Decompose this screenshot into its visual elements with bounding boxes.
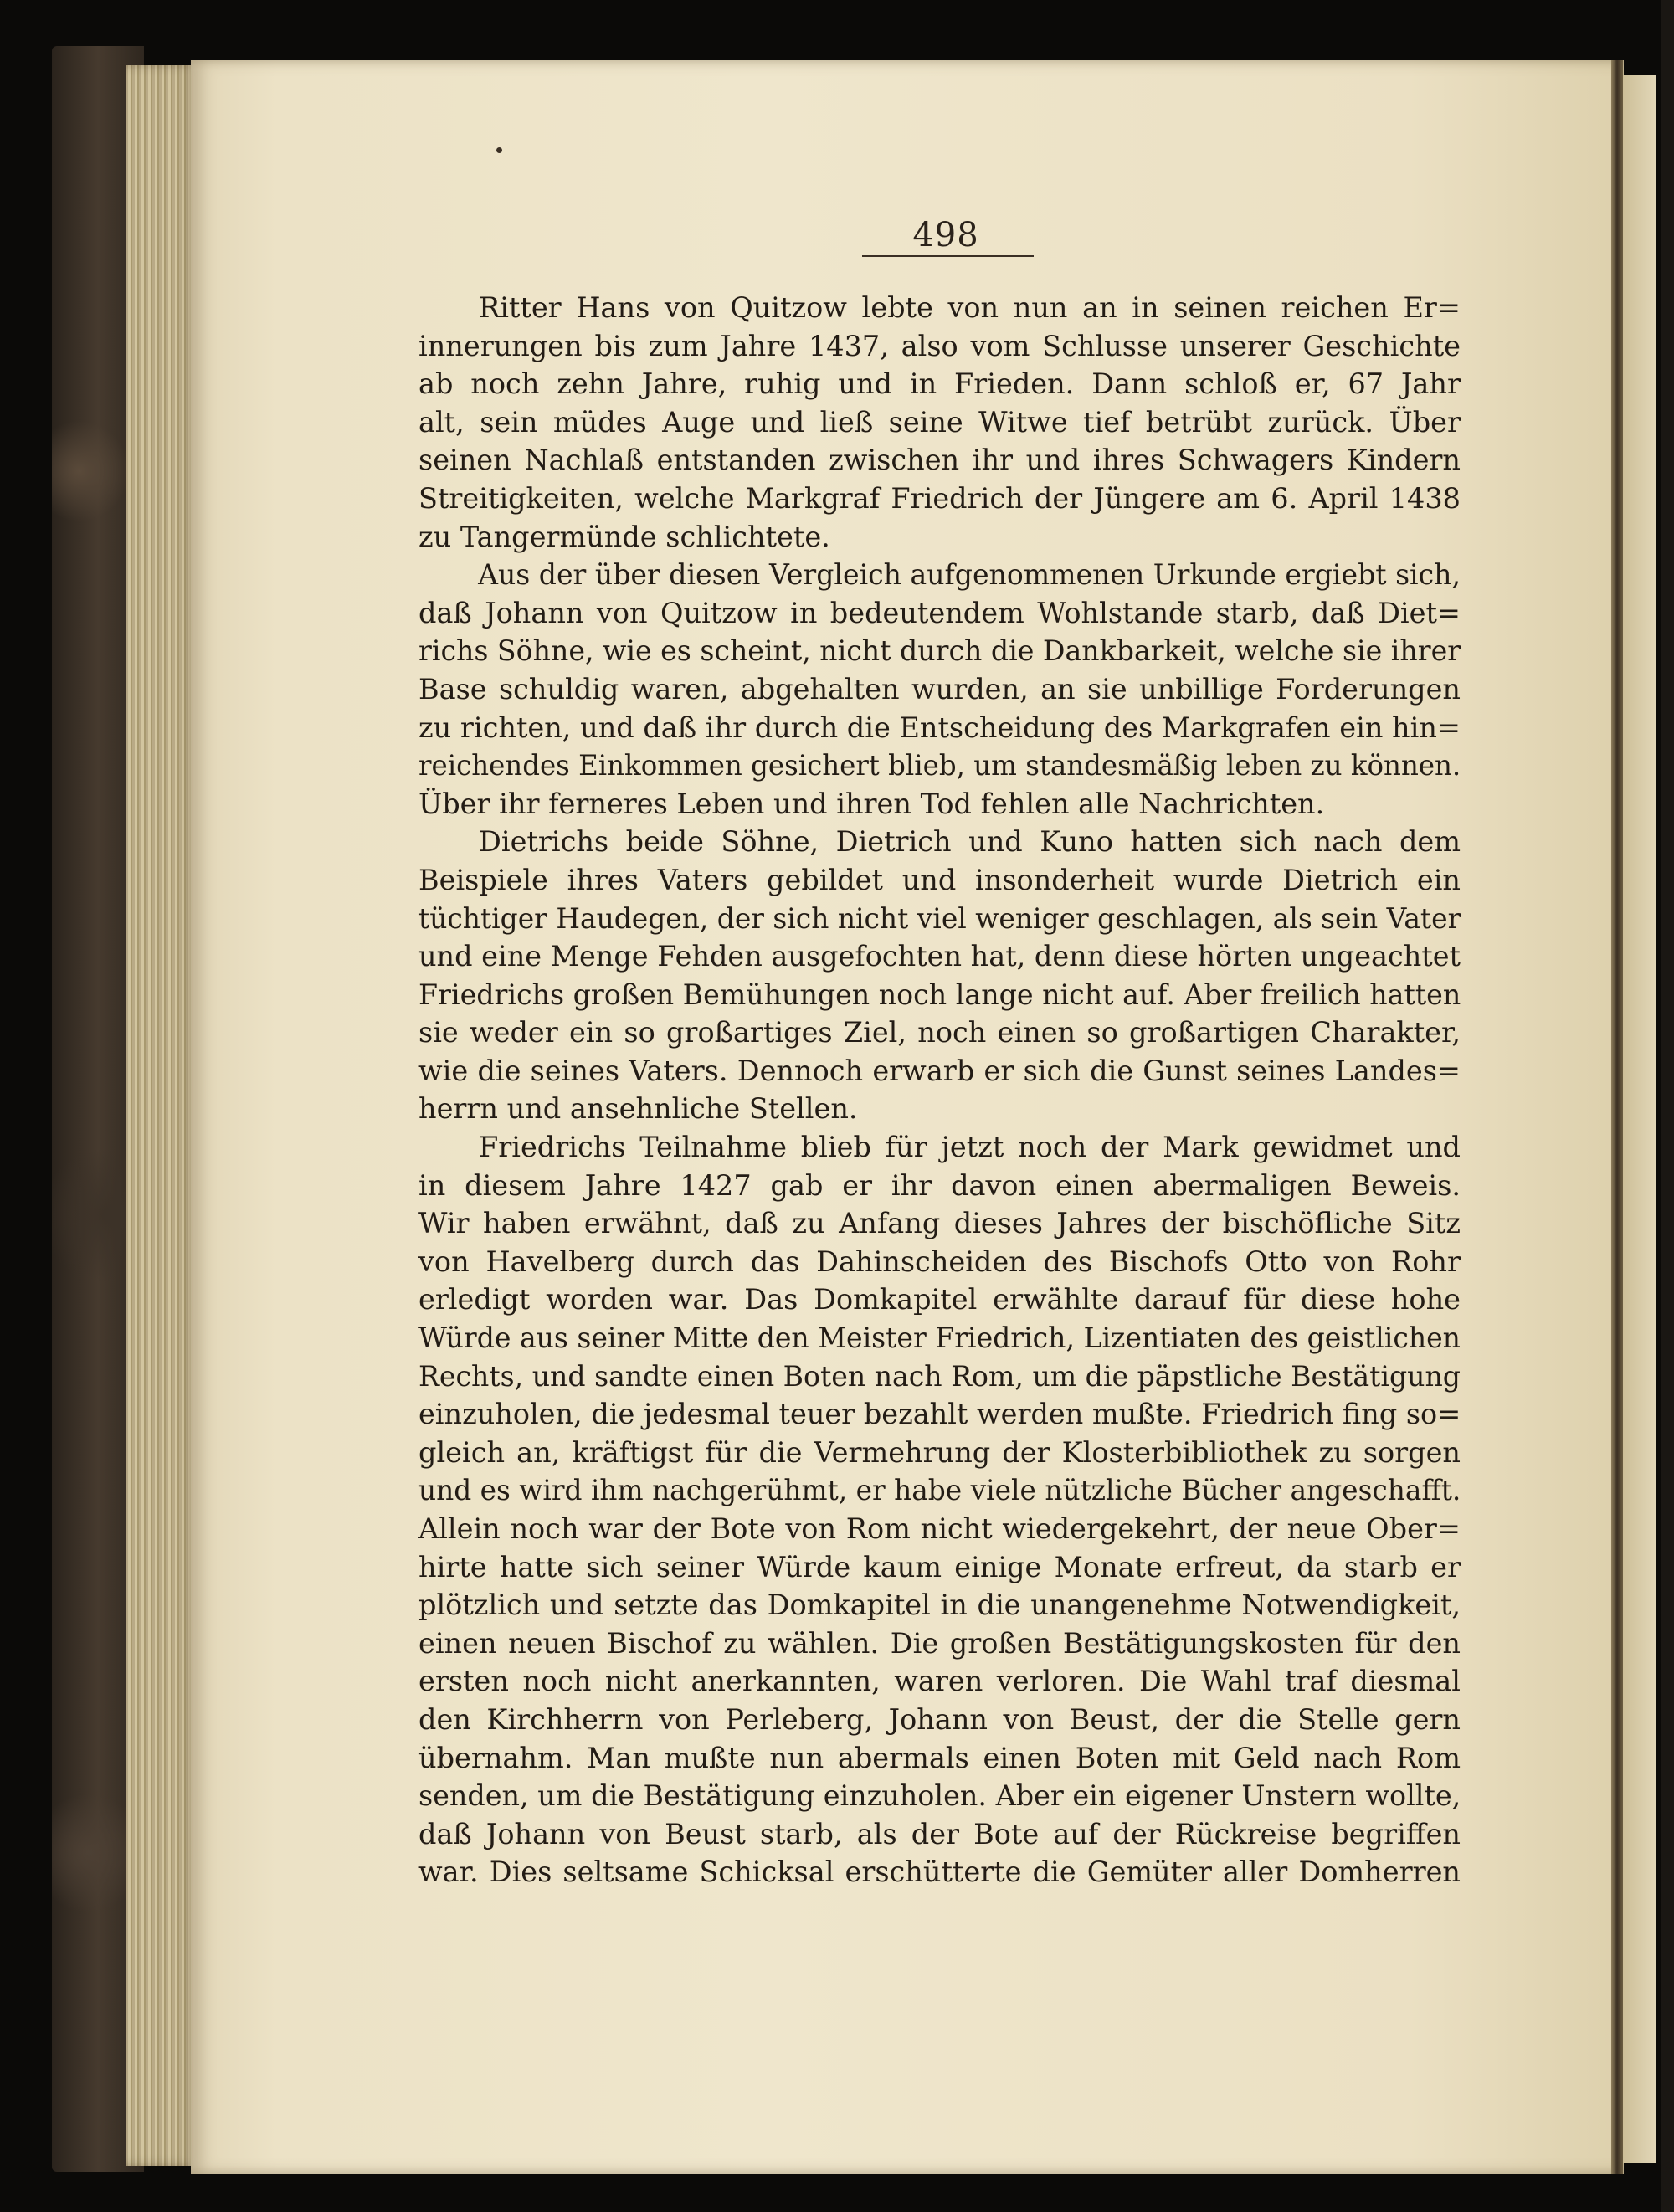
text-line: einen neuen Bischof zu wählen. Die großen Bestätigungskosten für den (418, 1626, 1461, 1660)
text-line: und es wird ihm nachgerühmt, er habe viele nützliche Bücher angeschafft. (418, 1474, 1461, 1507)
text-line: sie weder ein so großartiges Ziel, noch einen so großartigen Charakter, (418, 1016, 1461, 1050)
text-line: plötzlich und setzte das Domkapitel in die unangenehme Notwendigkeit, (418, 1588, 1461, 1622)
text-line: Beispiele ihres Vaters gebildet und insonderheit wurde Dietrich ein (418, 863, 1461, 896)
text-line: Rechts, und sandte einen Boten nach Rom, um die päpstliche Bestätigung (418, 1359, 1461, 1393)
text-line: hirte hatte sich seiner Würde kaum einige Monate erfreut, da starb er (418, 1550, 1461, 1583)
paragraph (418, 823, 1461, 1128)
text-line: zu Tangermünde schlichtete. (418, 520, 830, 553)
header-rule (862, 255, 1034, 257)
text-line: erledigt worden war. Das Domkapitel erwählte darauf für diese hohe (418, 1283, 1461, 1316)
text-line: innerungen bis zum Jahre 1437, also vom Schlusse unserer Geschichte (418, 329, 1461, 362)
text-line: einzuholen, die jedesmal teuer bezahlt werden mußte. Friedrich fing so= (418, 1398, 1461, 1431)
text-line: Wir haben erwähnt, daß zu Anfang dieses Jahres der bischöfliche Sitz (418, 1207, 1461, 1240)
scan-border (1661, 0, 1674, 2212)
facing-page-edge (1623, 75, 1656, 2163)
text-line: Würde aus seiner Mitte den Meister Friedrich, Lizentiaten des geistlichen (418, 1322, 1461, 1355)
text-line: tüchtiger Haudegen, der sich nicht viel weniger geschlagen, als sein Vater (418, 901, 1461, 935)
text-line: richs Söhne, wie es scheint, nicht durch die Dankbarkeit, welche sie ihrer (418, 634, 1461, 668)
text-line: reichendes Einkommen gesichert blieb, um standesmäßig leben zu können. (418, 749, 1461, 783)
text-line: war. Dies seltsame Schicksal erschütterte die Gemüter aller Domherren (418, 1855, 1461, 1889)
book-gutter (1611, 60, 1623, 2174)
text-line: senden, um die Bestätigung einzuholen. Aber ein eigener Unstern wollte, (418, 1779, 1461, 1813)
body-text (418, 289, 1461, 1891)
text-line: Base schuldig waren, abgehalten wurden, an sie unbillige Forderungen (418, 672, 1461, 706)
text-line: seinen Nachlaß entstanden zwischen ihr und ihres Schwagers Kindern (418, 444, 1461, 477)
text-line: übernahm. Man mußte nun abermals einen Boten mit Geld nach Rom (418, 1741, 1461, 1774)
text-line: herrn und ansehnliche Stellen. (418, 1092, 858, 1126)
text-line: zu richten, und daß ihr durch die Entscheidung des Markgrafen ein hin= (418, 711, 1461, 744)
text-line: gleich an, kräftigst für die Vermehrung der Klosterbibliothek zu sorgen (418, 1435, 1461, 1469)
text-line: Allein noch war der Bote von Rom nicht wiedergekehrt, der neue Ober= (418, 1512, 1461, 1545)
text-line: ersten noch nicht anerkannten, waren verloren. Die Wahl traf diesmal (418, 1665, 1461, 1698)
text-line: Ritter Hans von Quitzow lebte von nun an in seinen reichen Er= (479, 291, 1461, 324)
text-line: ab noch zehn Jahre, ruhig und in Frieden. Dann schloß er, 67 Jahr (418, 367, 1461, 401)
text-line: von Havelberg durch das Dahinscheiden des Bischofs Otto von Rohr (418, 1245, 1461, 1278)
paragraph (418, 556, 1461, 823)
text-line: in diesem Jahre 1427 gab er ihr davon einen abermaligen Beweis. (418, 1168, 1461, 1202)
ink-speck (496, 147, 502, 153)
text-line: alt, sein müdes Auge und ließ seine Witwe tief betrübt zurück. Über (418, 405, 1461, 439)
page-edges (126, 65, 197, 2166)
text-line: Dietrichs beide Söhne, Dietrich und Kuno hatten sich nach dem (479, 825, 1461, 859)
text-line: Aus der über diesen Vergleich aufgenommenen Urkunde ergiebt sich, (478, 558, 1461, 592)
text-line: Friedrichs Teilnahme blieb für jetzt noch der Mark gewidmet und (479, 1131, 1461, 1164)
text-line: Streitigkeiten, welche Markgraf Friedrich der Jüngere am 6. April 1438 (418, 481, 1461, 515)
text-line: den Kirchherrn von Perleberg, Johann von Beust, der die Stelle gern (418, 1702, 1461, 1736)
text-line: Über ihr ferneres Leben und ihren Tod fehlen alle Nachrichten. (418, 787, 1325, 820)
paragraph (418, 289, 1461, 556)
text-line: und eine Menge Fehden ausgefochten hat, denn diese hörten ungeachtet (418, 940, 1461, 973)
text-line: wie die seines Vaters. Dennoch erwarb er sich die Gunst seines Landes= (418, 1054, 1461, 1087)
paragraph (418, 1128, 1461, 1891)
text-line: daß Johann von Quitzow in bedeutendem Wohlstande starb, daß Diet= (418, 596, 1461, 629)
text-line: daß Johann von Beust starb, als der Bote auf der Rückreise begriffen (418, 1817, 1461, 1850)
text-line: Friedrichs großen Bemühungen noch lange nicht auf. Aber freilich hatten (418, 978, 1461, 1011)
page-number: 498 (912, 216, 979, 254)
